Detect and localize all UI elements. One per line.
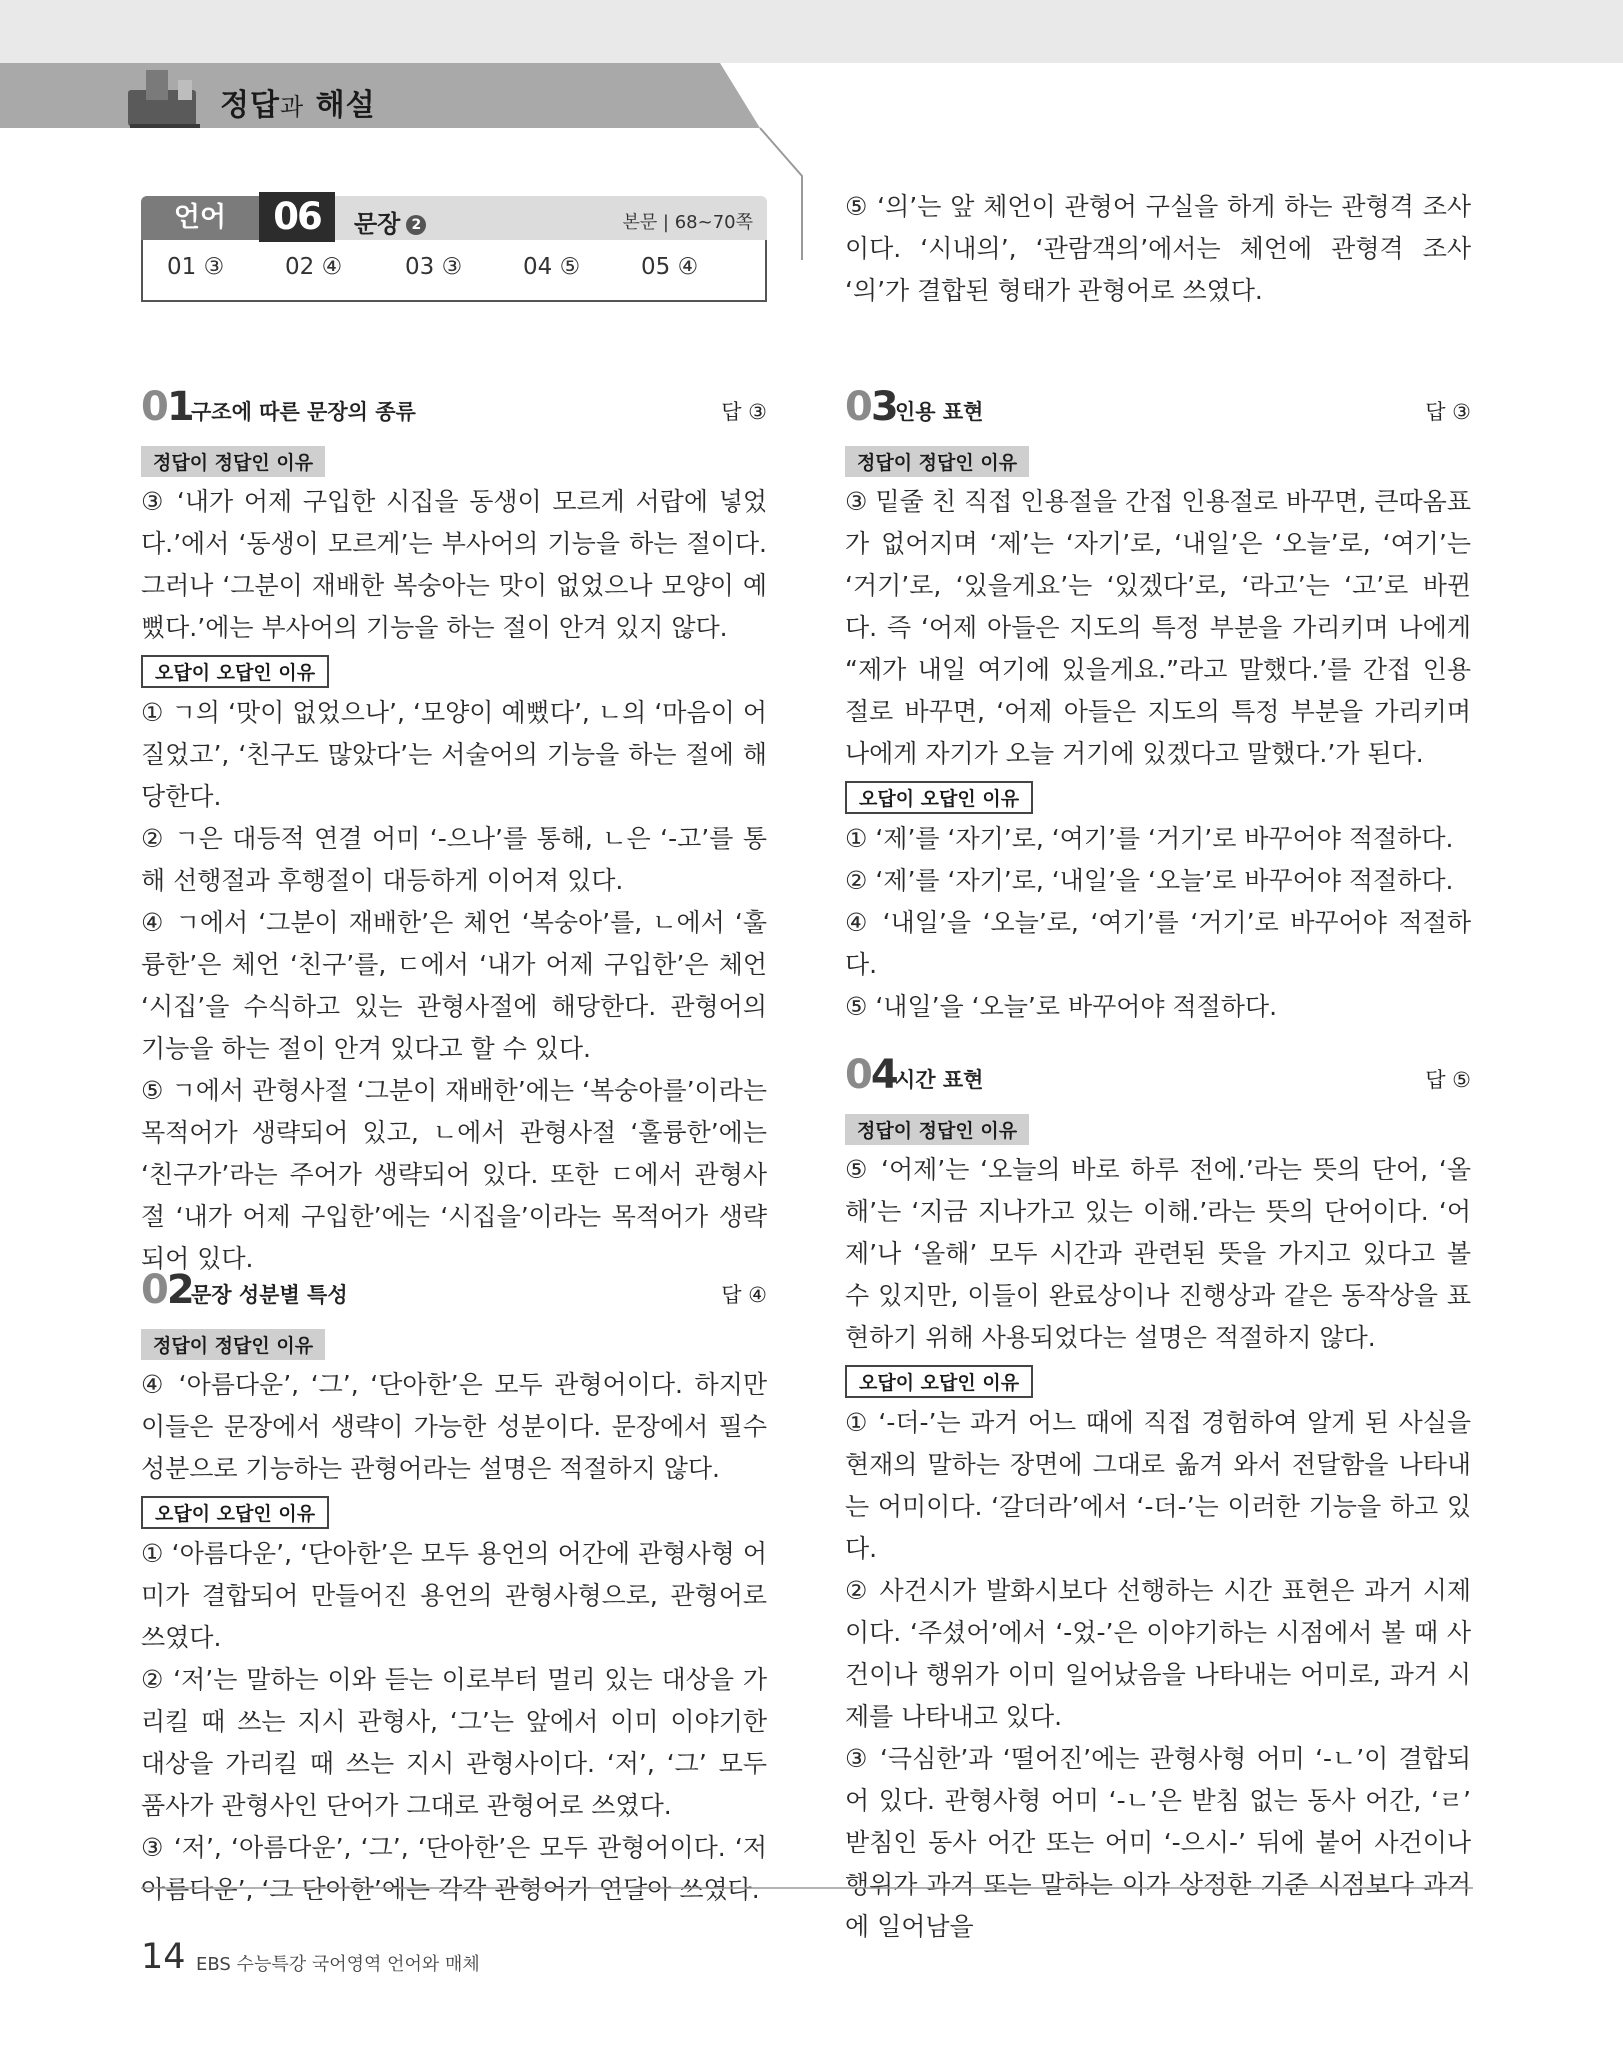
wrong-reason-tag: 오답이 오답인 이유 [141, 655, 329, 688]
right-reason-tag: 정답이 정답인 이유 [141, 1329, 325, 1360]
question-header [845, 1052, 1471, 1108]
unit-number: 06 [259, 192, 335, 242]
header-title-sub: 해설 [315, 88, 376, 123]
question-answer: 답 ③ [721, 400, 767, 424]
answer-box-bar [141, 196, 767, 240]
right-reason-tag: 정답이 정답인 이유 [845, 446, 1029, 477]
explanation-paragraph: ② 사건시가 발화시보다 선행하는 시간 표현은 과거 시제이다. ‘주셨어’에서 ‘-었-’은 이야기하는 시점에서 볼 때 사건이나 행위가 이미 일어났음을 나타내는 어미로, 과거 시제를 나타내고 있다. [845, 1576, 1471, 1731]
book-title: EBS 수능특강 국어영역 언어와 매체 [196, 1954, 480, 1975]
wrong-reason-tag: 오답이 오답인 이유 [141, 1496, 329, 1529]
question-title: 인용 표현 [895, 400, 984, 424]
explanation-paragraph: ④ ‘아름다운’, ‘그’, ‘단아한’은 모두 관형어이다. 하지만 이들은 문장에서 생략이 가능한 성분이다. 문장에서 필수 성분으로 기능하는 관형어라는 설명은 적절하지 않다. [141, 1370, 767, 1483]
unit-topic [354, 204, 426, 239]
explanation-paragraph: ② ㄱ은 대등적 연결 어미 ‘-으나’를 통해, ㄴ은 ‘-고’를 통해 선행절과 후행절이 대등하게 이어져 있다. [141, 824, 767, 895]
explanation-paragraph: ③ ‘극심한’과 ‘떨어진’에는 관형사형 어미 ‘-ㄴ’이 결합되어 있다. 관형사형 어미 ‘-ㄴ’은 받침 없는 동사 어간, ‘ㄹ’ 받침인 동사 어간 또는 어미 ‘-으시-’ 뒤에 붙어 사건이나 행위가 과거 또는 말하는 이가 상정한 기준 시점보다 과거에 일어남을 [845, 1744, 1471, 1941]
wrong-reason-tag: 오답이 오답인 이유 [845, 1365, 1033, 1398]
question-title: 구조에 따른 문장의 종류 [191, 400, 416, 424]
subject-label: 언어 [141, 196, 259, 240]
answer-item: 04 ⑤ [523, 254, 581, 280]
question-title: 문장 성분별 특성 [191, 1283, 348, 1307]
header-banner [0, 63, 760, 128]
explanation-paragraph: ⑤ ㄱ에서 관형사절 ‘그분이 재배한’에는 ‘복숭아를’이라는 목적어가 생략되어 있고, ㄴ에서 관형사절 ‘훌륭한’에는 ‘친구가’라는 주어가 생략되어 있다. 또한 ㄷ에서 관형사절 ‘내가 어제 구입한’에는 ‘시집을’이라는 목적어가 생략되어 있다. [141, 1076, 767, 1273]
question-answer: 답 ③ [1425, 400, 1471, 424]
explanation-paragraph: ① ‘아름다운’, ‘단아한’은 모두 용언의 어간에 관형사형 어미가 결합되어 만들어진 용언의 관형사형으로, 관형어로 쓰였다. [141, 1539, 767, 1652]
explanation-paragraph: ⑤ ‘내일’을 ‘오늘’로 바꾸어야 적절하다. [845, 992, 1278, 1021]
explanation-paragraph: ③ 밑줄 친 직접 인용절을 간접 인용절로 바꾸면, 큰따옴표가 없어지며 ‘제’는 ‘자기’로, ‘내일’은 ‘오늘’로, ‘여기’는 ‘거기’로, ‘있을게요’는 ‘있겠다’로, ‘라고’는 ‘고’로 바뀐다. 즉 ‘어제 아들은 지도의 특정 부분을 가리키며 나에게 “제가 내일 여기에 있을게요.”라고 말했다.’를 간접 인용절로 바꾸면, ‘어제 아들은 지도의 특정 부분을 가리키며 나에게 자기가 오늘 거기에 있겠다고 말했다.’가 된다. [845, 487, 1471, 768]
explanation-paragraph: ③ ‘내가 어제 구입한 시집을 동생이 모르게 서랍에 넣었다.’에서 ‘동생이 모르게’는 부사어의 기능을 하는 절이다. 그러나 ‘그분이 재배한 복숭아는 맛이 없었으나 모양이 예뻤다.’에는 부사어의 기능을 하는 절이 안겨 있지 않다. [141, 487, 767, 642]
question-number: 01 [141, 384, 193, 430]
answer-item: 02 ④ [285, 254, 343, 280]
explanation-paragraph: ③ ‘저’, ‘아름다운’, ‘그’, ‘단아한’은 모두 관형어이다. ‘저 아름다운’, ‘그 단아한’에는 각각 관형어가 연달아 쓰였다. [141, 1833, 767, 1904]
question-header [845, 384, 1471, 440]
unit-topic-text: 문장 [354, 210, 401, 238]
header-title-connector: 과 [279, 93, 305, 121]
explanation-paragraph: ④ ‘내일’을 ‘오늘’로, ‘여기’를 ‘거기’로 바꾸어야 적절하다. [845, 908, 1471, 979]
answer-item: 03 ③ [405, 254, 463, 280]
explanation-paragraph: ① ‘제’를 ‘자기’로, ‘여기’를 ‘거기’로 바꾸어야 적절하다. [845, 824, 1454, 853]
page-number: 14 [141, 1937, 186, 1977]
explanation-paragraph: ① ㄱ의 ‘맛이 없었으나’, ‘모양이 예뻤다’, ㄴ의 ‘마음이 어질었고’, ‘친구도 많았다’는 서술어의 기능을 하는 절에 해당한다. [141, 698, 767, 811]
question-header [141, 384, 767, 440]
answer-item: 05 ④ [641, 254, 699, 280]
question-number: 03 [845, 384, 897, 430]
question-02 [141, 1267, 767, 1911]
question-header [141, 1267, 767, 1323]
right-reason-tag: 정답이 정답인 이유 [845, 1114, 1029, 1145]
topic-badge: 2 [406, 215, 426, 235]
explanation-paragraph: ④ ㄱ에서 ‘그분이 재배한’은 체언 ‘복숭아’를, ㄴ에서 ‘훌륭한’은 체언 ‘친구’를, ㄷ에서 ‘내가 어제 구입한’은 체언 ‘시집’을 수식하고 있는 관형사절에 해당한다. 관형어의 기능을 하는 절이 안겨 있다고 할 수 있다. [141, 908, 767, 1063]
explanation-paragraph: ⑤ ‘의’는 앞 체언이 관형어 구실을 하게 하는 관형격 조사이다. ‘시내의’, ‘관람객의’에서는 체언에 관형격 조사 ‘의’가 결합된 형태가 관형어로 쓰였다. [845, 192, 1471, 305]
question-05-continued [845, 186, 1471, 312]
explanation-paragraph: ⑤ ‘어제’는 ‘오늘의 바로 하루 전에.’라는 뜻의 단어, ‘올해’는 ‘지금 지나가고 있는 이해.’라는 뜻의 단어이다. ‘어제’나 ‘올해’ 모두 시간과 관련된 뜻을 가지고 있다고 볼 수 있지만, 이들이 완료상이나 진행상과 같은 동작상을 표현하기 위해 사용되었다는 설명은 적절하지 않다. [845, 1155, 1471, 1352]
question-title: 시간 표현 [895, 1068, 984, 1092]
answer-item: 01 ③ [167, 254, 225, 280]
header-title-main: 정답 [220, 88, 280, 123]
question-answer: 답 ④ [721, 1283, 767, 1307]
right-reason-tag: 정답이 정답인 이유 [141, 446, 325, 477]
question-03 [845, 384, 1471, 1028]
answer-row [141, 240, 767, 302]
explanation-paragraph: ② ‘제’를 ‘자기’로, ‘내일’을 ‘오늘’로 바꾸어야 적절하다. [845, 866, 1454, 895]
page-header-title [220, 80, 376, 124]
explanation-paragraph: ② ‘저’는 말하는 이와 듣는 이로부터 멀리 있는 대상을 가리킬 때 쓰는 지시 관형사, ‘그’는 앞에서 이미 이야기한 대상을 가리킬 때 쓰는 지시 관형사이다. ‘저’, ‘그’ 모두 품사가 관형사인 단어가 그대로 관형어로 쓰였다. [141, 1665, 767, 1820]
wrong-reason-tag: 오답이 오답인 이유 [845, 781, 1033, 814]
question-answer: 답 ⑤ [1425, 1068, 1471, 1092]
question-number: 02 [141, 1267, 193, 1313]
question-04 [845, 1052, 1471, 1948]
page-range: 본문 | 68~70쪽 [622, 212, 753, 233]
question-number: 04 [845, 1052, 897, 1098]
explanation-paragraph: ① ‘-더-’는 과거 어느 때에 직접 경험하여 알게 된 사실을 현재의 말하는 장면에 그대로 옮겨 와서 전달함을 나타내는 어미이다. ‘갈더라’에서 ‘-더-’는 이러한 기능을 하고 있다. [845, 1408, 1471, 1563]
answer-summary-box [141, 196, 767, 304]
question-01 [141, 384, 767, 1280]
